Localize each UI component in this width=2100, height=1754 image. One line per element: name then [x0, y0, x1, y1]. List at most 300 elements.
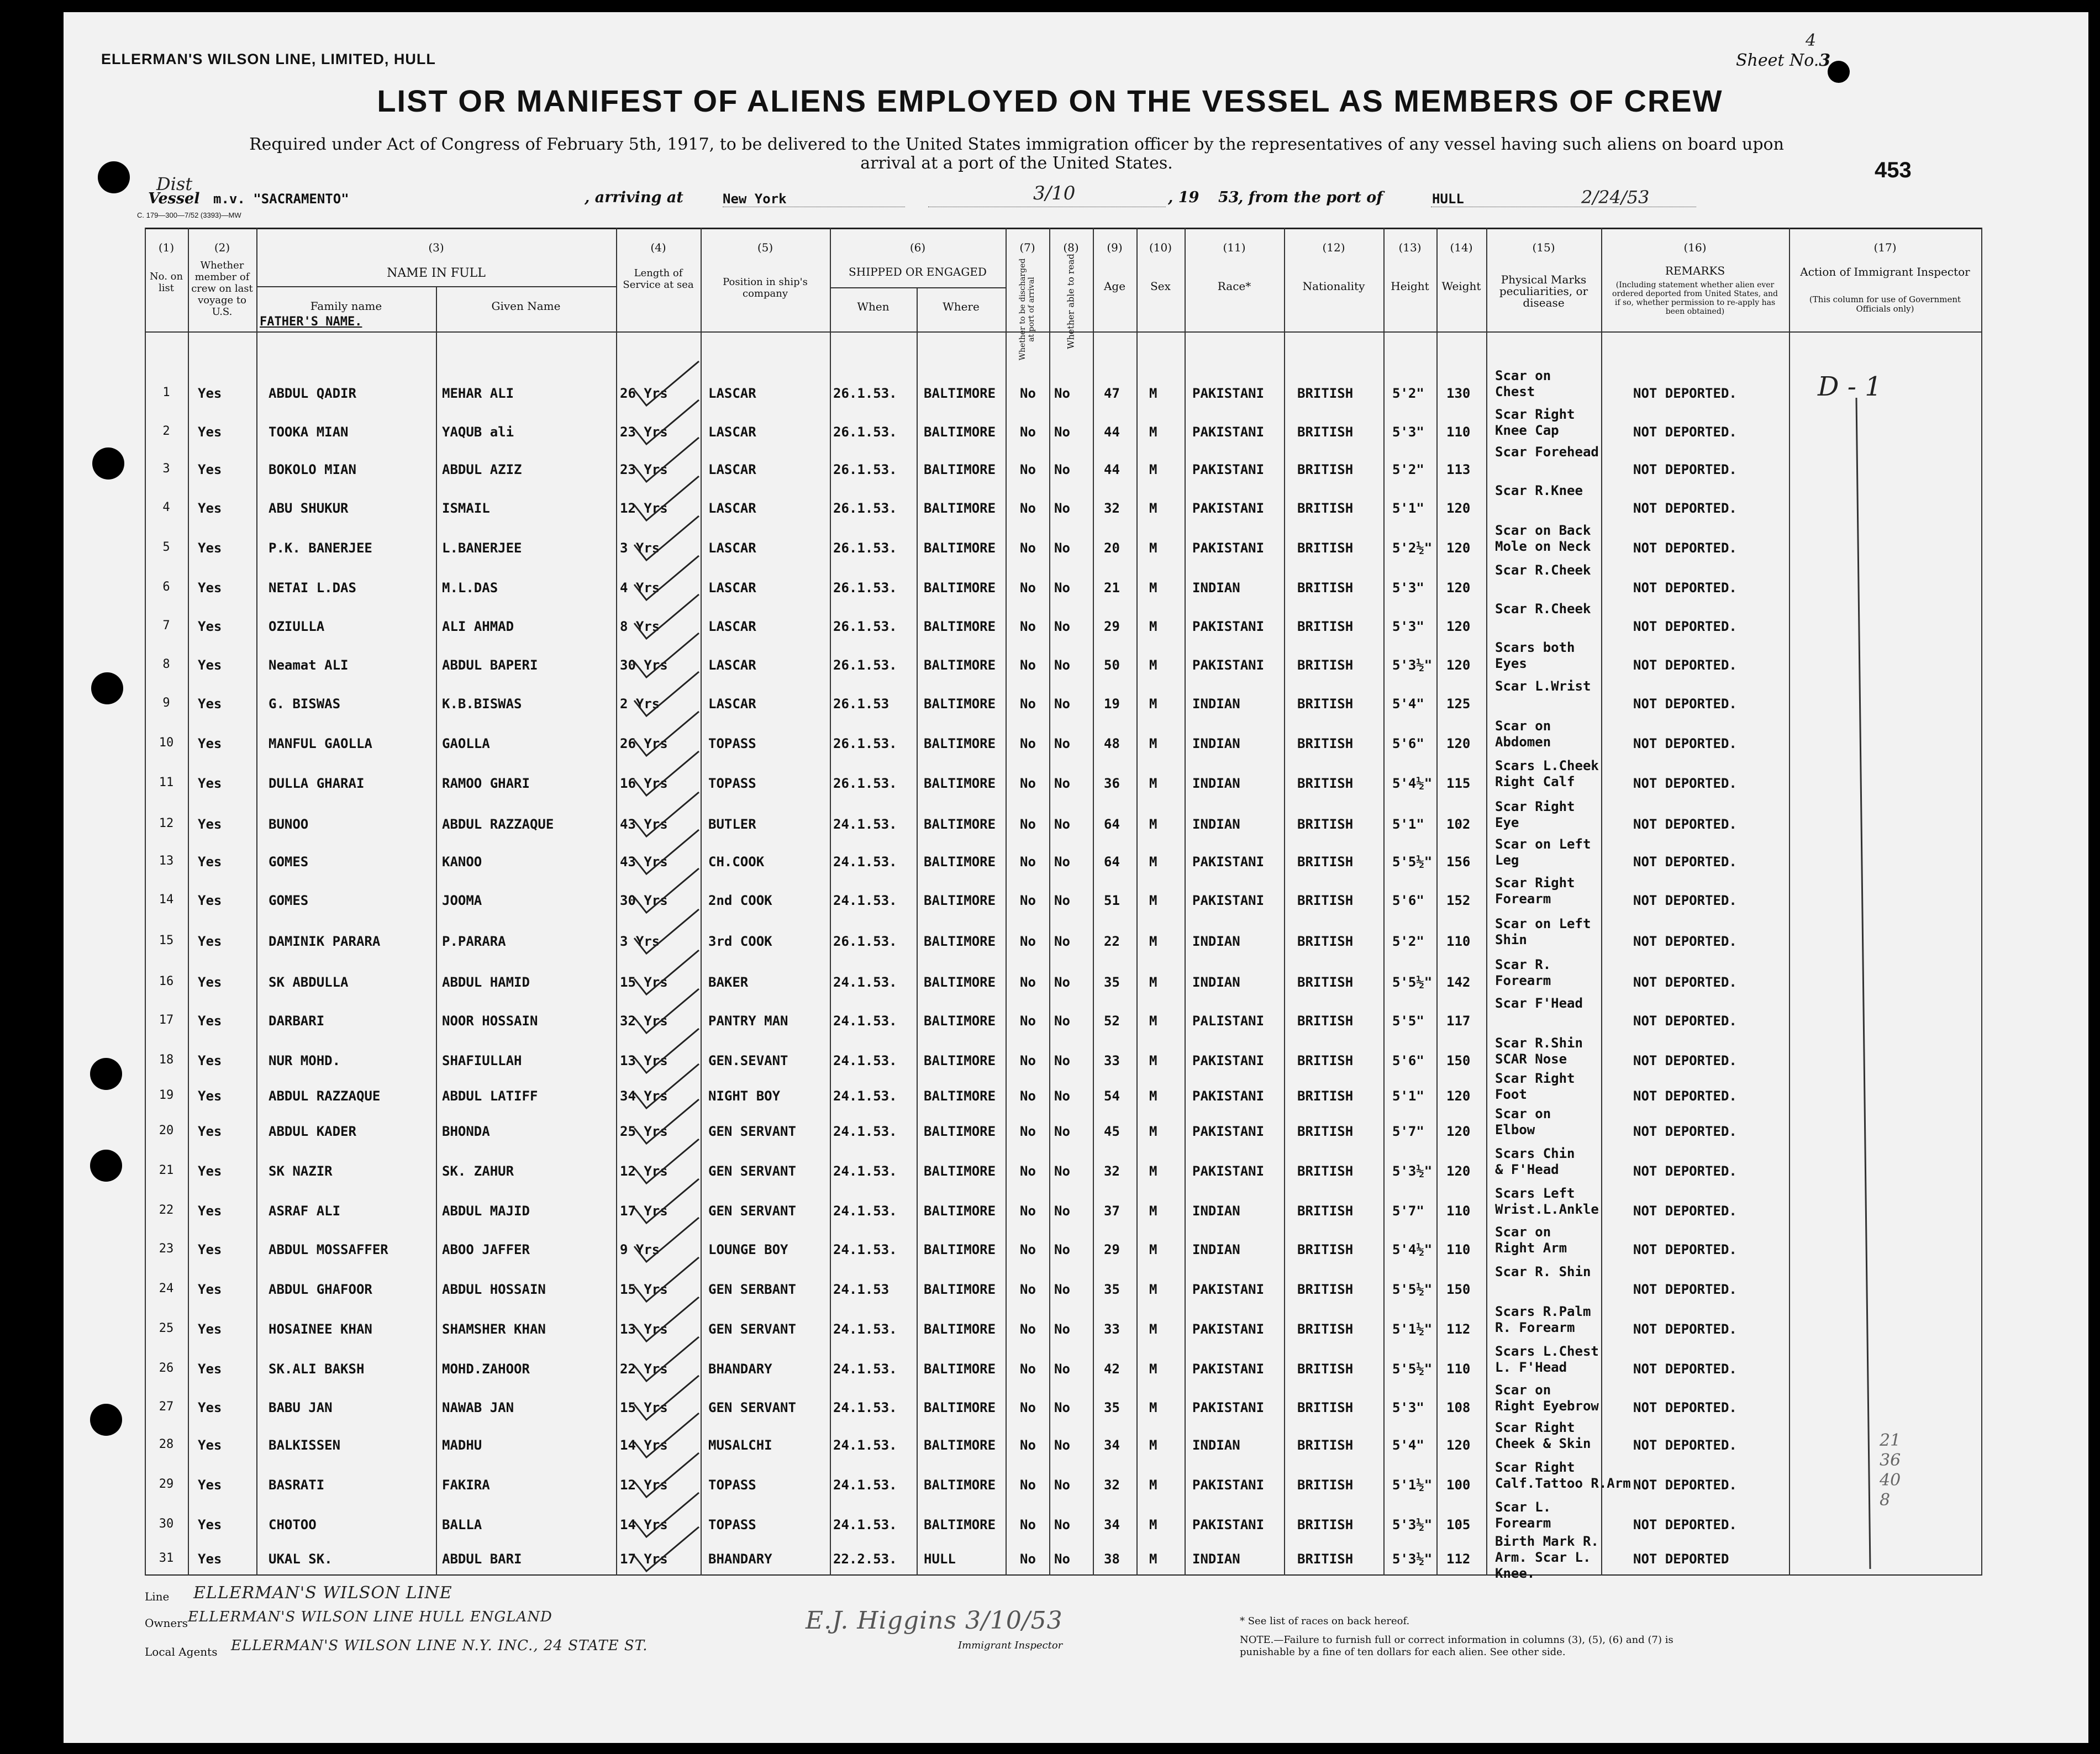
cell-family: DULLA GHARAI [269, 776, 365, 791]
cell-no: 9 [162, 696, 170, 710]
cell-marks1: Scar L. [1495, 1499, 1551, 1515]
cell-when: 24.1.53. [833, 1203, 897, 1219]
cell-service: 8 Yrs [620, 619, 660, 634]
cell-sex: M [1149, 1437, 1157, 1453]
cell-where: BALTIMORE [924, 424, 996, 440]
cell-marks1: Scar Right [1495, 407, 1575, 422]
cell-disch: No [1020, 619, 1036, 634]
cell-nat: BRITISH [1297, 1551, 1354, 1567]
cell-given: BALLA [442, 1517, 482, 1532]
cell-read: No [1054, 1013, 1070, 1029]
cell-position: LASCAR [708, 696, 756, 712]
cell-when: 24.1.53. [833, 1242, 897, 1257]
cell-where: BALTIMORE [924, 657, 996, 673]
cell-crew: Yes [198, 1124, 222, 1139]
cell-crew: Yes [198, 1400, 222, 1415]
cell-disch: No [1020, 424, 1036, 440]
cell-where: BALTIMORE [924, 1437, 996, 1453]
cell-race: PAKISTANI [1192, 854, 1265, 870]
cell-crew: Yes [198, 462, 222, 477]
cell-given: M.L.DAS [442, 580, 498, 596]
cell-family: SK ABDULLA [269, 975, 349, 990]
cell-family: UKAL SK. [269, 1551, 333, 1567]
cell-disch: No [1020, 462, 1036, 477]
cell-service: 2 Yrs [620, 696, 660, 712]
cell-family: GOMES [269, 893, 309, 908]
cell-service: 9 Yrs [620, 1242, 660, 1257]
agents-label: Local Agents [145, 1645, 218, 1658]
cell-crew: Yes [198, 1361, 222, 1377]
cell-where: BALTIMORE [924, 1088, 996, 1104]
cell-marks2: Right Calf [1495, 774, 1575, 789]
cell-remarks: NOT DEPORTED. [1633, 975, 1737, 990]
cell-race: INDIAN [1192, 1203, 1240, 1219]
line-value: ELLERMAN'S WILSON LINE [193, 1583, 452, 1603]
cell-disch: No [1020, 1203, 1036, 1219]
cell-marks2: Forearm [1495, 1515, 1551, 1531]
cell-marks2: Cheek & Skin [1495, 1436, 1591, 1451]
cell-weight: 112 [1446, 1551, 1471, 1567]
cell-read: No [1054, 1551, 1070, 1567]
cell-nat: BRITISH [1297, 1400, 1354, 1415]
cell-crew: Yes [198, 1088, 222, 1104]
cell-when: 24.1.53. [833, 1437, 897, 1453]
cell-read: No [1054, 1437, 1070, 1453]
cell-marks2: Knee Cap [1495, 423, 1559, 438]
cell-where: BALTIMORE [924, 776, 996, 791]
cell-weight: 110 [1446, 1361, 1471, 1377]
cell-marks [1495, 875, 1575, 907]
cell-given: ABDUL LATIFF [442, 1088, 538, 1104]
cell-age: 47 [1104, 386, 1120, 401]
cell-nat: BRITISH [1297, 1321, 1354, 1337]
cell-remarks: NOT DEPORTED. [1633, 619, 1737, 634]
cell-when: 26.1.53. [833, 386, 897, 401]
cell-position: 2nd COOK [708, 893, 772, 908]
cell-marks1: Scars Left [1495, 1186, 1575, 1201]
cell-race: PAKISTANI [1192, 1400, 1265, 1415]
cell-sex: M [1149, 1163, 1157, 1179]
cell-when: 24.1.53. [833, 1517, 897, 1532]
cell-marks1: Scar on [1495, 1224, 1551, 1240]
cell-no: 30 [159, 1517, 174, 1531]
cell-position: LASCAR [708, 501, 756, 516]
cell-sex: M [1149, 1013, 1157, 1029]
cell-crew: Yes [198, 817, 222, 832]
cell-race: PAKISTANI [1192, 1282, 1265, 1297]
cell-given: GAOLLA [442, 736, 490, 751]
cell-position: NIGHT BOY [708, 1088, 781, 1104]
cell-position: MUSALCHI [708, 1437, 772, 1453]
cell-read: No [1054, 1361, 1070, 1377]
cell-read: No [1054, 1282, 1070, 1297]
cell-no: 10 [159, 736, 174, 750]
header-given-name: Given Name [491, 299, 561, 313]
cell-when: 26.1.53. [833, 540, 897, 556]
cell-race: PAKISTANI [1192, 1517, 1265, 1532]
cell-no: 19 [159, 1088, 174, 1102]
cell-position: LASCAR [708, 424, 756, 440]
cell-nat: BRITISH [1297, 1163, 1354, 1179]
punch-hole [90, 1150, 122, 1182]
page-number: 453 [1875, 158, 1912, 182]
cell-read: No [1054, 893, 1070, 908]
cell-crew: Yes [198, 580, 222, 596]
cell-age: 35 [1104, 975, 1120, 990]
cell-height: 5'6" [1392, 1053, 1424, 1068]
cell-marks [1495, 601, 1591, 617]
cell-read: No [1054, 501, 1070, 516]
cell-family: DAMINIK PARARA [269, 934, 381, 949]
cell-disch: No [1020, 776, 1036, 791]
cell-weight: 150 [1446, 1053, 1471, 1068]
cell-crew: Yes [198, 1242, 222, 1257]
fine-note: NOTE.—Failure to furnish full or correct information in columns (3), (5), (6) and (7) is punishable by a fine of ten dollars for each alien. See other side. [1240, 1634, 1673, 1658]
cell-read: No [1054, 619, 1070, 634]
cell-marks1: Scar Right [1495, 1420, 1575, 1435]
cell-read: No [1054, 1088, 1070, 1104]
cell-disch: No [1020, 1517, 1036, 1532]
cell-disch: No [1020, 1242, 1036, 1257]
header-weight: Weight [1441, 280, 1481, 293]
cell-no: 18 [159, 1053, 174, 1067]
cell-given: MOHD.ZAHOOR [442, 1361, 530, 1377]
cell-disch: No [1020, 1321, 1036, 1337]
cell-race: INDIAN [1192, 696, 1240, 712]
punch-hole [90, 1404, 122, 1436]
cell-crew: Yes [198, 619, 222, 634]
cell-family: ABDUL KADER [269, 1124, 356, 1139]
vessel-line: Dist Vessel m.v. "SACRAMENTO" , arriving at New York 3/10 , 19 53 , from the port of HULL 2/24/53 [148, 173, 1650, 208]
cell-marks1: Scar R. [1495, 957, 1551, 972]
cell-remarks: NOT DEPORTED. [1633, 540, 1737, 556]
cell-age: 22 [1104, 934, 1120, 949]
cell-disch: No [1020, 1013, 1036, 1029]
cell-marks2: & F'Head [1495, 1162, 1559, 1177]
cell-crew: Yes [198, 540, 222, 556]
cell-crew: Yes [198, 1053, 222, 1068]
cell-when: 26.1.53. [833, 736, 897, 751]
cell-when: 24.1.53. [833, 893, 897, 908]
cell-no: 17 [159, 1013, 174, 1027]
cell-marks [1495, 1106, 1551, 1138]
cell-race: PAKISTANI [1192, 424, 1265, 440]
cell-given: MEHAR ALI [442, 386, 514, 401]
cell-sex: M [1149, 1400, 1157, 1415]
cell-weight: 120 [1446, 501, 1471, 516]
cell-sex: M [1149, 1361, 1157, 1377]
cell-nat: BRITISH [1297, 736, 1354, 751]
cell-crew: Yes [198, 696, 222, 712]
cell-sex: M [1149, 619, 1157, 634]
cell-race: INDIAN [1192, 934, 1240, 949]
cell-nat: BRITISH [1297, 893, 1354, 908]
cell-no: 14 [159, 893, 174, 907]
cell-no: 20 [159, 1124, 174, 1137]
header-no-on-list: No. on list [149, 271, 183, 294]
cell-where: HULL [924, 1551, 956, 1567]
cell-crew: Yes [198, 1203, 222, 1219]
cell-given: ISMAIL [442, 501, 490, 516]
cell-nat: BRITISH [1297, 1203, 1354, 1219]
cell-position: 3rd COOK [708, 934, 772, 949]
cell-marks2: Mole on Neck [1495, 539, 1591, 554]
cell-remarks: NOT DEPORTED. [1633, 1517, 1737, 1532]
cell-where: BALTIMORE [924, 1203, 996, 1219]
cell-height: 5'1½" [1392, 1477, 1433, 1493]
cell-family: BABU JAN [269, 1400, 333, 1415]
cell-age: 44 [1104, 462, 1120, 477]
cell-no: 16 [159, 975, 174, 988]
cell-where: BALTIMORE [924, 1053, 996, 1068]
cell-height: 5'5½" [1392, 854, 1433, 870]
cell-crew: Yes [198, 776, 222, 791]
cell-marks [1495, 836, 1591, 868]
cell-nat: BRITISH [1297, 386, 1354, 401]
cell-age: 33 [1104, 1321, 1120, 1337]
cell-no: 21 [159, 1163, 174, 1177]
cell-race: PALISTANI [1192, 1013, 1265, 1029]
cell-marks1: Scar F'Head [1495, 995, 1583, 1011]
cell-marks2: R. Forearm [1495, 1320, 1575, 1335]
cell-nat: BRITISH [1297, 540, 1354, 556]
cell-weight: 120 [1446, 540, 1471, 556]
cell-sex: M [1149, 854, 1157, 870]
cell-sex: M [1149, 540, 1157, 556]
cell-crew: Yes [198, 975, 222, 990]
cell-weight: 115 [1446, 776, 1471, 791]
cell-when: 26.1.53. [833, 776, 897, 791]
cell-service: 34 Yrs [620, 1088, 668, 1104]
cell-position: GEN SERVANT [708, 1203, 796, 1219]
cell-marks2: Right Arm [1495, 1240, 1567, 1256]
cell-where: BALTIMORE [924, 934, 996, 949]
cell-height: 5'5½" [1392, 975, 1433, 990]
cell-disch: No [1020, 1437, 1036, 1453]
cell-marks1: Scar on [1495, 1382, 1551, 1398]
cell-given: BHONDA [442, 1124, 490, 1139]
header-whether-member: Whether member of crew on last voyage to U.S. [191, 260, 253, 318]
cell-nat: BRITISH [1297, 1053, 1354, 1068]
cell-marks [1495, 407, 1575, 439]
cell-nat: BRITISH [1297, 1088, 1354, 1104]
cell-position: BUTLER [708, 817, 756, 832]
cell-nat: BRITISH [1297, 1517, 1354, 1532]
cell-marks [1495, 1071, 1575, 1103]
cell-where: BALTIMORE [924, 1321, 996, 1337]
cell-no: 15 [159, 934, 174, 947]
cell-service: 15 Yrs [620, 975, 668, 990]
cell-sex: M [1149, 1053, 1157, 1068]
cell-nat: BRITISH [1297, 1242, 1354, 1257]
races-note: * See list of races on back hereof. [1240, 1615, 1410, 1627]
cell-given: ABDUL HOSSAIN [442, 1282, 546, 1297]
cell-family: BUNOO [269, 817, 309, 832]
cell-position: BAKER [708, 975, 749, 990]
cell-family: GOMES [269, 854, 309, 870]
cell-marks1: Scar on Left [1495, 916, 1591, 931]
cell-marks [1495, 1264, 1591, 1280]
cell-disch: No [1020, 1477, 1036, 1493]
cell-family: ASRAF ALI [269, 1203, 341, 1219]
cell-weight: 120 [1446, 1437, 1471, 1453]
cell-position: LASCAR [708, 580, 756, 596]
cell-where: BALTIMORE [924, 893, 996, 908]
cell-marks2: Wrist.L.Ankle [1495, 1202, 1599, 1217]
cell-when: 24.1.53. [833, 1053, 897, 1068]
cell-when: 24.1.53. [833, 854, 897, 870]
cell-weight: 150 [1446, 1282, 1471, 1297]
header-discharged: Whether to be discharged at port of arrival [1018, 258, 1036, 361]
cell-marks [1495, 1382, 1599, 1414]
cell-when: 26.1.53. [833, 619, 897, 634]
cell-marks2: Leg [1495, 852, 1519, 868]
cell-marks [1495, 799, 1575, 831]
cell-weight: 120 [1446, 736, 1471, 751]
cell-no: 1 [162, 386, 170, 399]
cell-remarks: NOT DEPORTED. [1633, 1437, 1737, 1453]
cell-disch: No [1020, 386, 1036, 401]
cell-height: 5'3½" [1392, 657, 1433, 673]
cell-nat: BRITISH [1297, 501, 1354, 516]
cell-given: FAKIRA [442, 1477, 490, 1493]
cell-weight: 110 [1446, 1203, 1471, 1219]
cell-when: 24.1.53 [833, 1282, 890, 1297]
cell-read: No [1054, 424, 1070, 440]
cell-remarks: NOT DEPORTED. [1633, 1203, 1737, 1219]
cell-age: 54 [1104, 1088, 1120, 1104]
cell-crew: Yes [198, 1517, 222, 1532]
cell-family: BASRATI [269, 1477, 325, 1493]
cell-service: 23 Yrs [620, 424, 668, 440]
cell-where: BALTIMORE [924, 1242, 996, 1257]
cell-family: G. BISWAS [269, 696, 341, 712]
cell-weight: 105 [1446, 1517, 1471, 1532]
header-race: Race* [1217, 280, 1251, 293]
cell-when: 26.1.53. [833, 580, 897, 596]
cell-height: 5'4" [1392, 1437, 1424, 1453]
cell-marks1: Scar on Left [1495, 836, 1591, 852]
cell-marks [1495, 368, 1551, 400]
cell-remarks: NOT DEPORTED. [1633, 1361, 1737, 1377]
cell-nat: BRITISH [1297, 776, 1354, 791]
cell-height: 5'5½" [1392, 1282, 1433, 1297]
cell-age: 29 [1104, 1242, 1120, 1257]
cell-service: 14 Yrs [620, 1437, 668, 1453]
cell-marks2: Abdomen [1495, 734, 1551, 750]
cell-marks [1495, 444, 1599, 460]
cell-marks1: Scar R.Cheek [1495, 562, 1591, 578]
cell-nat: BRITISH [1297, 424, 1354, 440]
cell-sex: M [1149, 1088, 1157, 1104]
cell-service: 26 Yrs [620, 736, 668, 751]
cell-sex: M [1149, 1282, 1157, 1297]
cell-weight: 120 [1446, 580, 1471, 596]
cell-age: 29 [1104, 619, 1120, 634]
punch-hole [91, 672, 123, 704]
cell-position: LASCAR [708, 462, 756, 477]
sheet-number: Sheet No.3 4 [1736, 31, 1831, 70]
cell-marks2: Eyes [1495, 656, 1527, 671]
cell-height: 5'3½" [1392, 1551, 1433, 1567]
cell-given: ABDUL BAPERI [442, 657, 538, 673]
cell-family: NETAI L.DAS [269, 580, 356, 596]
cell-position: BHANDARY [708, 1361, 772, 1377]
cell-crew: Yes [198, 1477, 222, 1493]
cell-when: 24.1.53. [833, 1163, 897, 1179]
action-column-line [1845, 387, 1878, 1602]
cell-service: 12 Yrs [620, 1163, 668, 1179]
cell-given: ABDUL BARI [442, 1551, 522, 1567]
owners-label: Owners [145, 1616, 188, 1630]
cell-age: 32 [1104, 501, 1120, 516]
cell-where: BALTIMORE [924, 696, 996, 712]
cell-when: 24.1.53. [833, 1400, 897, 1415]
document-title: LIST OR MANIFEST OF ALIENS EMPLOYED ON THE VESSEL AS MEMBERS OF CREW [377, 83, 1723, 118]
cell-marks1: Scar R.Shin [1495, 1035, 1583, 1051]
cell-family: ABDUL RAZZAQUE [269, 1088, 381, 1104]
cell-remarks: NOT DEPORTED. [1633, 1321, 1737, 1337]
cell-height: 5'3" [1392, 1400, 1424, 1415]
cell-disch: No [1020, 854, 1036, 870]
cell-when: 24.1.53. [833, 1088, 897, 1104]
cell-no: 13 [159, 854, 174, 868]
cell-marks2: Shin [1495, 932, 1527, 947]
cell-marks1: Birth Mark R. [1495, 1534, 1599, 1549]
cell-weight: 120 [1446, 1163, 1471, 1179]
cell-age: 45 [1104, 1124, 1120, 1139]
cell-disch: No [1020, 1124, 1036, 1139]
header-fathers-name: FATHER'S NAME. [260, 315, 362, 329]
header-age: Age [1103, 280, 1126, 293]
cell-service: 13 Yrs [620, 1053, 668, 1068]
cell-given: YAQUB ali [442, 424, 514, 440]
cell-family: ABU SHUKUR [269, 501, 349, 516]
cell-read: No [1054, 1321, 1070, 1337]
cell-age: 34 [1104, 1517, 1120, 1532]
cell-marks1: Scar on Back [1495, 523, 1591, 538]
cell-where: BALTIMORE [924, 1124, 996, 1139]
cell-race: PAKISTANI [1192, 1361, 1265, 1377]
inspector-signature: E.J. Higgins 3/10/53 [806, 1606, 1063, 1635]
cell-no: 27 [159, 1400, 174, 1414]
cell-race: PAKISTANI [1192, 386, 1265, 401]
cell-family: Neamat ALI [269, 657, 349, 673]
cell-height: 5'3" [1392, 580, 1424, 596]
cell-weight: 110 [1446, 424, 1471, 440]
service-check-mark [624, 1521, 707, 1577]
inspector-label: Immigrant Inspector [958, 1640, 1063, 1651]
cell-age: 21 [1104, 580, 1120, 596]
cell-marks [1495, 562, 1591, 578]
cell-when: 26.1.53. [833, 462, 897, 477]
cell-marks [1495, 678, 1591, 694]
cell-nat: BRITISH [1297, 1124, 1354, 1139]
depart-date: 2/24/53 [1581, 187, 1650, 208]
cell-position: CH.COOK [708, 854, 765, 870]
cell-age: 38 [1104, 1551, 1120, 1567]
cell-age: 50 [1104, 657, 1120, 673]
cell-service: 26 Yrs [620, 386, 668, 401]
cell-crew: Yes [198, 501, 222, 516]
cell-nat: BRITISH [1297, 817, 1354, 832]
cell-service: 3 Yrs [620, 934, 660, 949]
cell-crew: Yes [198, 424, 222, 440]
cell-service: 32 Yrs [620, 1013, 668, 1029]
cell-no: 4 [162, 501, 170, 514]
cell-height: 5'4" [1392, 696, 1424, 712]
punch-hole [90, 1058, 122, 1090]
